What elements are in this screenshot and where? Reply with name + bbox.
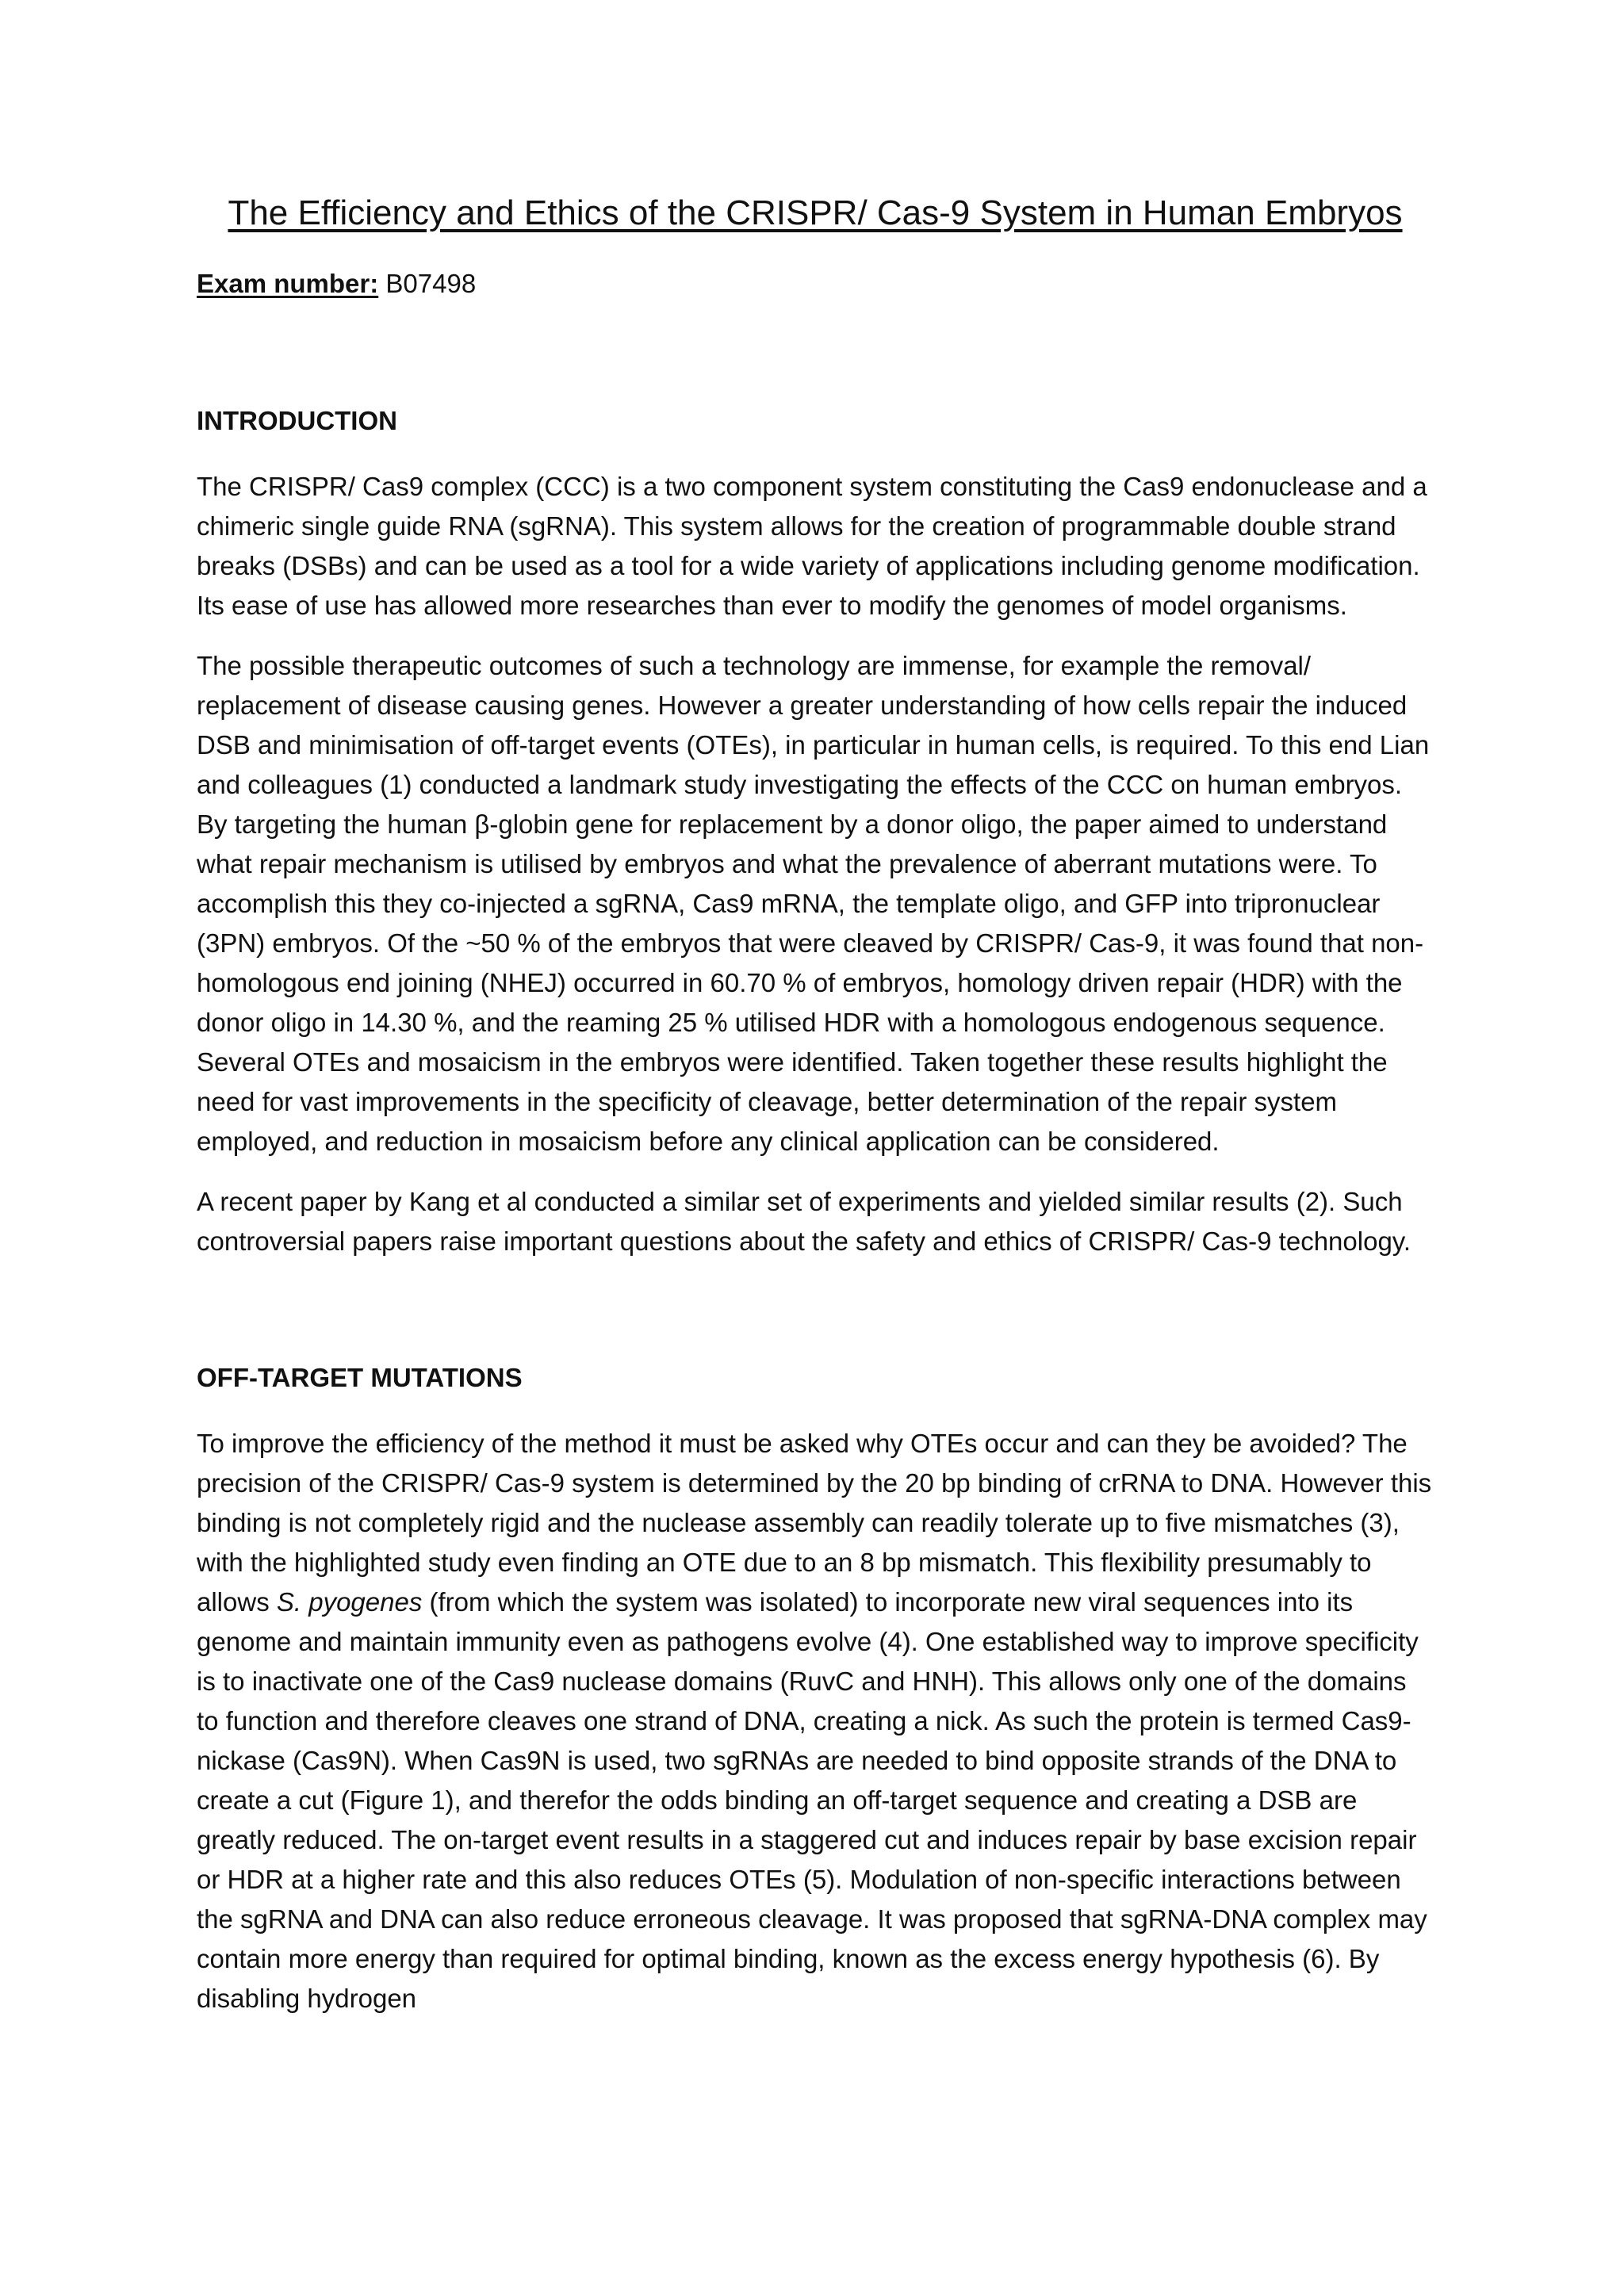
section-heading-off-target-mutations: OFF-TARGET MUTATIONS xyxy=(197,1362,523,1392)
exam-number-label: Exam number: xyxy=(197,269,379,299)
exam-number-line xyxy=(197,267,1434,301)
paragraph: The CRISPR/ Cas9 complex (CCC) is a two component system constituting the Cas9 endonuclease and a chimeric single guide RNA (sgRNA). This system allows for the creation of programmable double strand breaks (DSBs) and can be used as a tool for a wide variety of applications including genome modification. Its ease of use has allowed more researches than ever to modify the genomes of model organisms. xyxy=(197,471,1427,620)
paragraph-text: (from which the system was isolated) to incorporate new viral sequences into its genome and maintain immunity even as pathogens evolve (4). One established way to improve specificity is to inactivate one of the Cas9 nuclease domains (RuvC and HNH). This allows only one of the domains to function and therefore cleaves one strand of DNA, creating a nick. As such the protein is termed Cas9-nickase (Cas9N). When Cas9N is used, two sgRNAs are needed to bind opposite strands of the DNA to create a cut (Figure 1), and therefor the odds binding an off-target sequence and creating a DSB are greatly reduced. The on-target event results in a staggered cut and induces repair by base excision repair or HDR at a higher rate and this also reduces OTEs (5). Modulation of non-specific interactions between the sgRNA and DNA can also reduce erroneous cleavage. It was proposed that sgRNA-DNA complex may contain more energy than required for optimal binding, known as the excess energy hypothesis (6). By disabling hydrogen xyxy=(197,1586,1427,2013)
document-body xyxy=(197,190,1434,2039)
paragraph-text: To improve the efficiency of the method it must be asked why OTEs occur and can they be avoided? The precision of the CRISPR/ Cas-9 system is determined by the 20 bp binding of crRNA to DNA. However this binding is not completely rigid and the nuclease assembly can readily tolerate up to five mismatches (3), with the highlighted study even finding an OTE due to an 8 bp mismatch. This flexibility presumably to allows xyxy=(197,1428,1432,1617)
section-heading-introduction: INTRODUCTION xyxy=(197,406,397,436)
paragraph: A recent paper by Kang et al conducted a similar set of experiments and yielded similar results (2). Such controversial papers raise important questions about the safety and ethics of CRISPR/ Cas-9 technology. xyxy=(197,1186,1411,1256)
species-name: S. pyogenes xyxy=(276,1586,423,1617)
document-title: The Efficiency and Ethics of the CRISPR/ Cas-9 System in Human Embryos xyxy=(228,193,1403,232)
exam-number-value: B07498 xyxy=(378,269,477,299)
paragraph xyxy=(197,1424,1434,2019)
section-spacer xyxy=(197,1282,1434,1361)
paragraph: The possible therapeutic outcomes of such a technology are immense, for example the removal/ replacement of disease causing genes. However a greater understanding of how cells repair the induced DSB and minimisation of off-target events (OTEs), in particular in human cells, is required. To this end Lian and colleagues (1) conducted a landmark study investigating the effects of the CCC on human embryos. By targeting the human β-globin gene for replacement by a donor oligo, the paper aimed to understand what repair mechanism is utilised by embryos and what the prevalence of aberrant mutations were. To accomplish this they co-injected a sgRNA, Cas9 mRNA, the template oligo, and GFP into tripronuclear (3PN) embryos. Of the ~50 % of the embryos that were cleaved by CRISPR/ Cas-9, it was found that non-homologous end joining (NHEJ) occurred in 60.70 % of embryos, homology driven repair (HDR) with the donor oligo in 14.30 %, and the reaming 25 % utilised HDR with a homologous endogenous sequence. Several OTEs and mosaicism in the embryos were identified. Taken together these results highlight the need for vast improvements in the specificity of cleavage, better determination of the repair system employed, and reduction in mosaicism before any clinical application can be considered. xyxy=(197,650,1430,1156)
